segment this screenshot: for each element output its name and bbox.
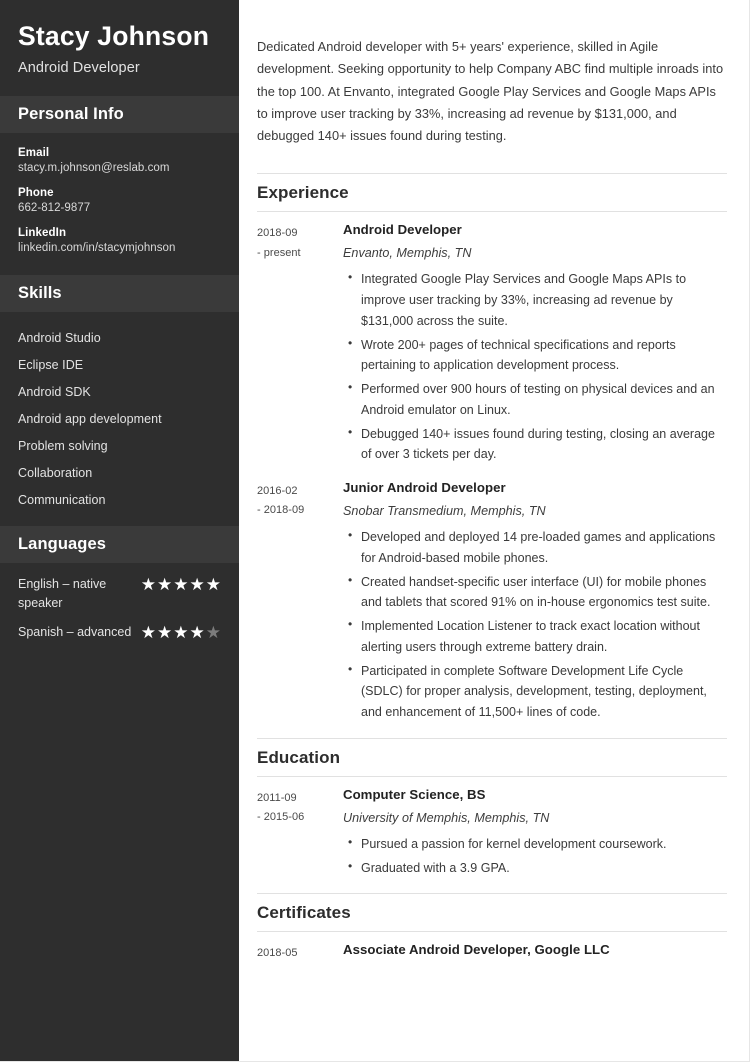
contact-label: Email [18,146,50,159]
entry-date-range [257,942,343,963]
star-icon: ★ [205,574,221,594]
contact-value-phone[interactable]: 662-812-9877 [18,201,91,214]
entry-date-start: 2018-09 [257,227,298,240]
section-experience [257,173,727,726]
entry-body [343,942,727,963]
skill-item: Problem solving [18,439,108,454]
entry-bullet-list [343,834,727,879]
entry-bullet: • Performed over 900 hours of testing on physical devices and an Android emulator on Linux. [361,379,727,421]
entry-bullet: • Integrated Google Play Services and Google Maps APIs to improve user tracking by 33%, increasing ad revenue by $131,000 across the suite. [361,269,727,331]
entry-bullet: • Debugged 140+ issues found during testing, closing an average of over 3 tickets per day. [361,424,727,466]
entry-date-end: - 2015-06 [257,811,305,824]
star-icon: ★ [157,623,173,643]
certificate-name: Associate Android Developer, Google LLC [343,942,610,958]
entry-date-start: 2011-09 [257,791,297,804]
section-header-skills [0,275,239,312]
entry-date-start: 2018-05 [257,947,298,960]
entry-date-end: - 2018-09 [257,504,305,517]
sidebar-header [0,0,239,96]
entry-body [343,222,727,468]
entry-bullet: • Created handset-specific user interface (UI) for mobile phones and tablets that scored 91% on in-house ergonomics test suite. [361,572,727,614]
entry-bullet: • Implemented Location Listener to track exact location without alerting users through extreme battery drain. [361,616,727,658]
language-row [18,575,221,614]
entry-date-range [257,480,343,726]
entry-institution: University of Memphis, Memphis, TN [343,810,550,825]
professional-summary: Dedicated Android developer with 5+ years' experience, skilled in Agile development. Seeking opportunity to help Company ABC find multiple inroads into the top 100. At Envanto, integrated Google Play Services and Google Maps APIs to improve user tracking by 33%, increasing ad revenue by $131,000, and debugged 140+ issues found during testing. [257,39,724,144]
experience-entry [257,222,727,468]
section-title-experience: Experience [257,173,727,212]
entry-body [343,787,727,882]
star-icon: ★ [157,574,173,594]
skill-item: Collaboration [18,466,93,481]
languages-heading: Languages [18,534,107,553]
entry-bullet: • Pursued a passion for kernel development coursework. [361,834,727,855]
star-icon: ★ [189,623,205,643]
section-title-certificates: Certificates [257,893,727,932]
skill-item: Android SDK [18,385,91,400]
contact-item-phone [18,187,221,214]
star-icon: ★ [205,623,221,643]
entry-bullet: • Wrote 200+ pages of technical specifications and reports pertaining to application development process. [361,335,727,377]
entry-degree: Computer Science, BS [343,786,486,802]
main-content [239,0,749,1061]
skill-item: Communication [18,493,106,508]
entry-role: Android Developer [343,222,462,238]
section-header-languages [0,526,239,563]
personal-info-heading: Personal Info [18,104,124,123]
entry-date-range [257,222,343,468]
language-name: English – native speaker [18,576,107,611]
entry-bullet-list [343,527,727,723]
contact-label: LinkedIn [18,226,67,239]
entry-date-start: 2016-02 [257,485,298,498]
languages-list [0,563,239,666]
entry-organization: Envanto, Memphis, TN [343,246,472,261]
entry-organization: Snobar Transmedium, Memphis, TN [343,504,546,519]
section-certificates [257,893,727,963]
entry-bullet: • Graduated with a 3.9 GPA. [361,858,727,879]
entry-date-end: - present [257,246,301,259]
entry-bullet: • Developed and deployed 14 pre-loaded games and applications for Android-based mobile phones. [361,527,727,569]
language-rating-stars [140,575,221,595]
contact-label: Phone [18,186,54,199]
certificate-entry [257,942,727,963]
star-icon: ★ [189,574,205,594]
language-rating-stars [140,623,221,643]
contact-value-linkedin[interactable]: linkedin.com/in/stacymjohnson [18,241,176,254]
candidate-job-title: Android Developer [18,59,140,76]
contact-item-linkedin [18,227,221,254]
candidate-name: Stacy Johnson [18,21,210,51]
star-icon: ★ [140,574,156,594]
star-icon: ★ [173,623,189,643]
sidebar [0,0,239,1061]
contact-item-email [18,147,221,174]
entry-date-range [257,787,343,882]
skill-item: Eclipse IDE [18,358,84,373]
skills-heading: Skills [18,283,62,302]
star-icon: ★ [140,623,156,643]
skill-item: Android Studio [18,331,101,346]
education-entry [257,787,727,882]
section-education [257,738,727,882]
section-title-education: Education [257,738,727,777]
section-header-personal-info [0,96,239,133]
star-icon: ★ [173,574,189,594]
entry-bullet-list [343,269,727,465]
contact-value-email[interactable]: stacy.m.johnson@reslab.com [18,161,170,174]
entry-body [343,480,727,726]
skill-item: Android app development [18,412,162,427]
entry-bullet: • Participated in complete Software Development Life Cycle (SDLC) for proper analysis, development, testing, deployment, and enhancement of 11,500+ lines of code. [361,661,727,723]
language-name: Spanish – advanced [18,625,132,640]
entry-role: Junior Android Developer [343,480,506,496]
language-row [18,623,221,643]
experience-entry [257,480,727,726]
personal-info-list [0,133,239,275]
skills-list [0,312,239,526]
